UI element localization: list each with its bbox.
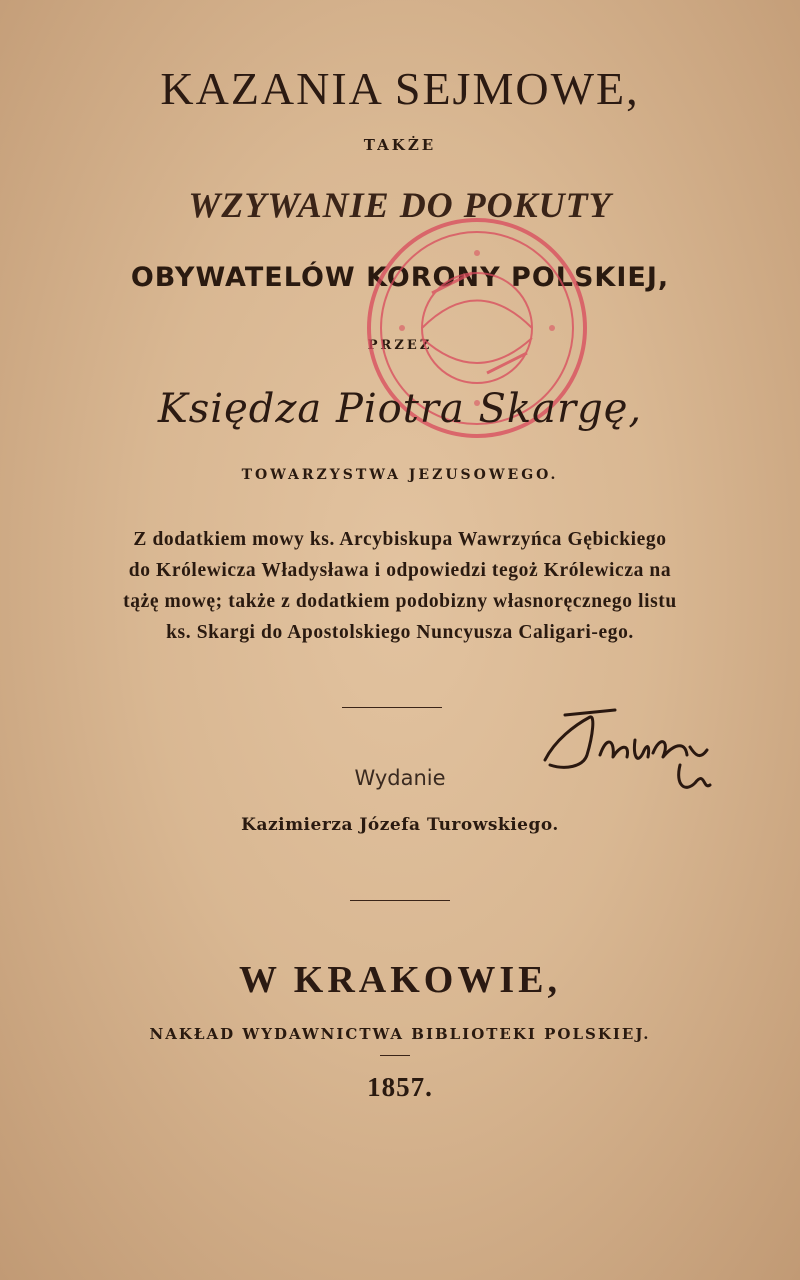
author-name: Księdza Piotra Skargę, [157, 386, 643, 432]
book-title-line-2: WZYWANIE DO POKUTY [188, 185, 612, 225]
divider-rule [342, 707, 442, 708]
publisher-name: NAKŁAD WYDAWNICTWA BIBLIOTEKI POLSKIEJ. [149, 1025, 651, 1043]
divider-rule [380, 1055, 410, 1056]
publication-city: W KRAKOWIE, [238, 959, 561, 1001]
description-line: tążę mowę; także z dodatkiem podobizny własnoręcznego listu [123, 591, 677, 612]
description-paragraph [40, 524, 760, 648]
description-line: do Królewicza Władysława i odpowiedzi tegoż Królewicza na [128, 560, 672, 581]
description-line: Z dodatkiem mowy ks. Arcybiskupa Wawrzyńca Gębickiego [133, 529, 667, 550]
publication-year: 1857. [367, 1072, 433, 1102]
divider-rule [350, 900, 450, 901]
conjunction-text: TAKŻE [363, 136, 437, 154]
description-line: ks. Skargi do Apostolskiego Nuncyusza Caligari-ego. [166, 622, 634, 643]
by-label: PRZEZ [367, 338, 433, 353]
editor-name: Kazimierza Józefa Turowskiego. [241, 815, 559, 835]
edition-label: Wydanie [354, 766, 446, 790]
book-title-line-3: OBYWATELÓW KORONY POLSKIEJ, [130, 262, 670, 293]
book-title-line-1: KAZANIA SEJMOWE, [160, 63, 640, 114]
society-name: TOWARZYSTWA JEZUSOWEGO. [241, 467, 559, 483]
